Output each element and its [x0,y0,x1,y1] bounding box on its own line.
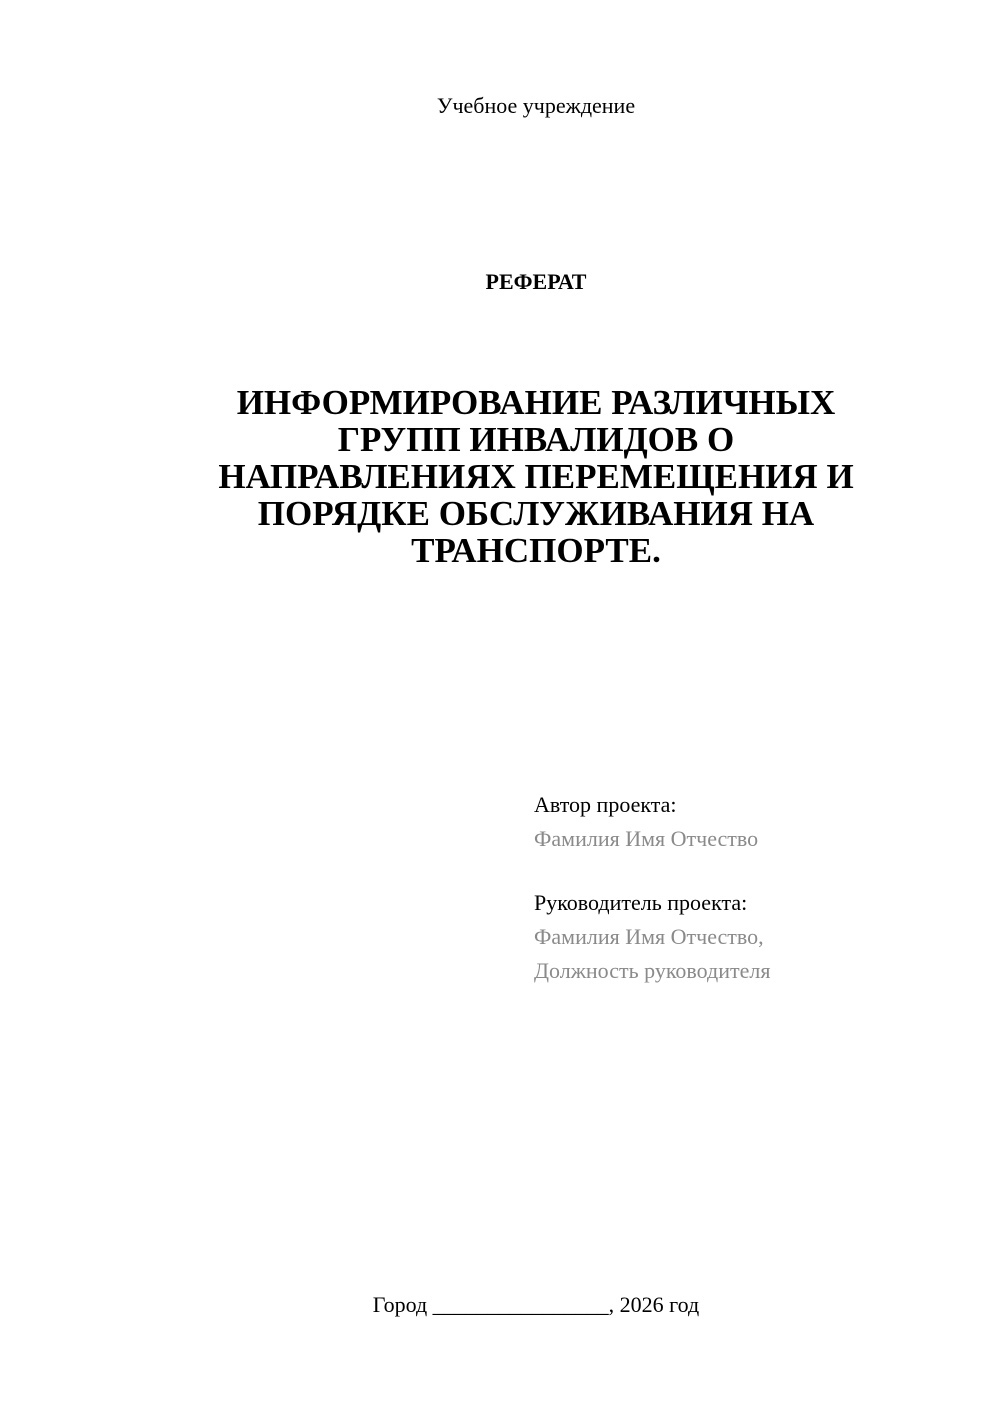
title-line: ТРАНСПОРТЕ. [411,531,661,570]
supervisor-name-placeholder: Фамилия Имя Отчество, [534,924,764,949]
title-line: ИНФОРМИРОВАНИЕ РАЗЛИЧНЫХ [236,383,836,422]
document-type: РЕФЕРАТ [485,269,587,294]
spacer [534,856,964,886]
author-label: Автор проекта: [534,792,677,817]
institution-name: Учебное учреждение [436,93,636,118]
author-name-placeholder: Фамилия Имя Отчество [534,826,759,851]
document-title [150,384,922,569]
title-line: НАПРАВЛЕНИЯХ ПЕРЕМЕЩЕНИЯ И [218,457,854,496]
supervisor-label: Руководитель проекта: [534,890,748,915]
credits-block [534,788,964,988]
supervisor-position-placeholder: Должность руководителя [534,958,771,983]
title-line: ПОРЯДКЕ ОБСЛУЖИВАНИЯ НА [257,494,815,533]
city-year-line: Город ________________, 2026 год [372,1292,700,1317]
title-line: ГРУПП ИНВАЛИДОВ О [337,420,735,459]
